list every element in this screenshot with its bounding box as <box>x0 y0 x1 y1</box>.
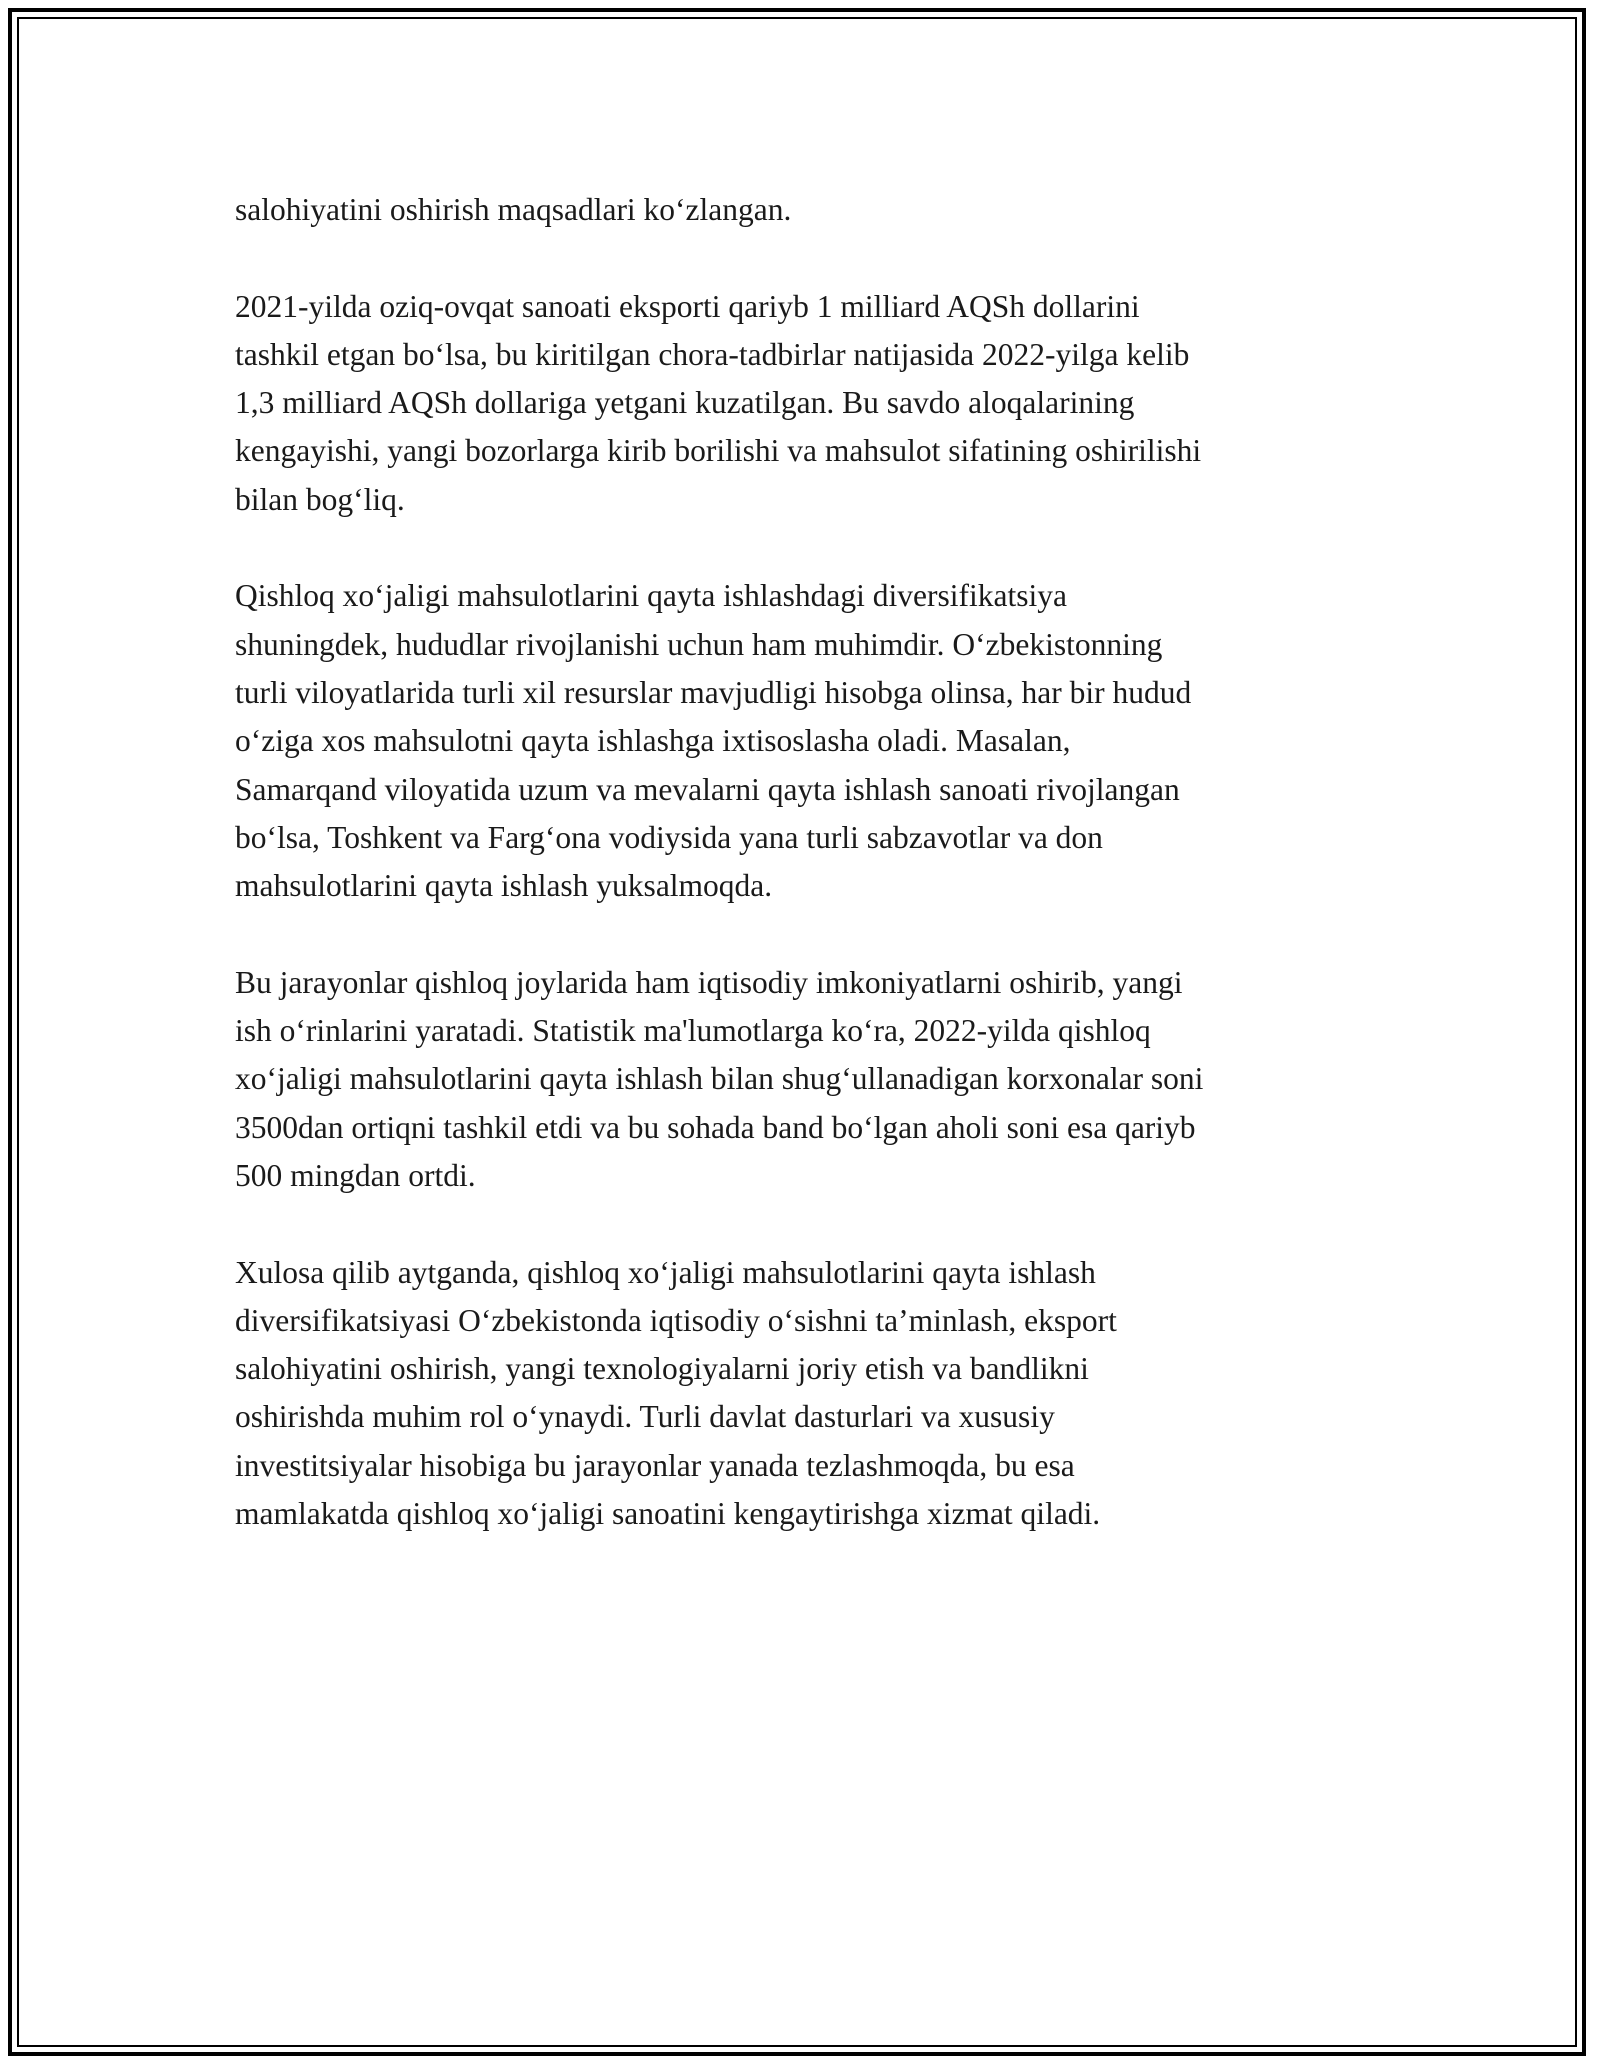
paragraph-regional-diversification: Qishloq xo‘jaligi mahsulotlarini qayta ishlashdagi diversifikatsiya shuningdek, hududlar rivojlanishi uchun ham muhimdir. O‘zbekistonning turli viloyatlarida turli xil resurslar mavjudligi hisobga olinsa, har bir hudud o‘ziga xos mahsulotni qayta ishlashga ixtisoslasha oladi. Masalan, Samarqand viloyatida uzum va mevalarni qayta ishlash sanoati rivojlangan bo‘lsa, Toshkent va Farg‘ona vodiysida yana turli sabzavotlar va don mahsulotlarini qayta ishlash yuksalmoqda. <box>235 578 1192 904</box>
paragraph-conclusion: Xulosa qilib aytganda, qishloq xo‘jaligi mahsulotlarini qayta ishlash diversifikatsiyasi O‘zbekistonda iqtisodiy o‘sishni ta’minlash, eksport salohiyatini oshirish, yangi texnologiyalarni joriy etish va bandlikni oshirishda muhim rol o‘ynaydi. Turli davlat dasturlari va xususiy investitsiyalar hisobiga bu jarayonlar yanada tezlashmoqda, bu esa mamlakatda qishloq xo‘jaligi sanoatini kengaytirishga xizmat qiladi. <box>235 1254 1117 1532</box>
paragraph-continuation: salohiyatini oshirish maqsadlari ko‘zlangan. <box>235 192 792 227</box>
document-body <box>235 186 1375 1587</box>
paragraph-employment: Bu jarayonlar qishloq joylarida ham iqtisodiy imkoniyatlarni oshirib, yangi ish o‘rinlarini yaratadi. Statistik ma'lumotlarga ko‘ra, 2022-yilda qishloq xo‘jaligi mahsulotlarini qayta ishlash bilan shug‘ullanadigan korxonalar soni 3500dan ortiqni tashkil etdi va bu sohada band bo‘lgan aholi soni esa qariyb 500 mingdan ortdi. <box>235 964 1204 1193</box>
paragraph-export: 2021-yilda oziq-ovqat sanoati eksporti qariyb 1 milliard AQSh dollarini tashkil etgan bo‘lsa, bu kiritilgan chora-tadbirlar natijasida 2022-yilga kelib 1,3 milliard AQSh dollariga yetgani kuzatilgan. Bu savdo aloqalarining kengayishi, yangi bozorlarga kirib borilishi va mahsulot sifatining oshirilishi bilan bog‘liq. <box>235 288 1202 517</box>
